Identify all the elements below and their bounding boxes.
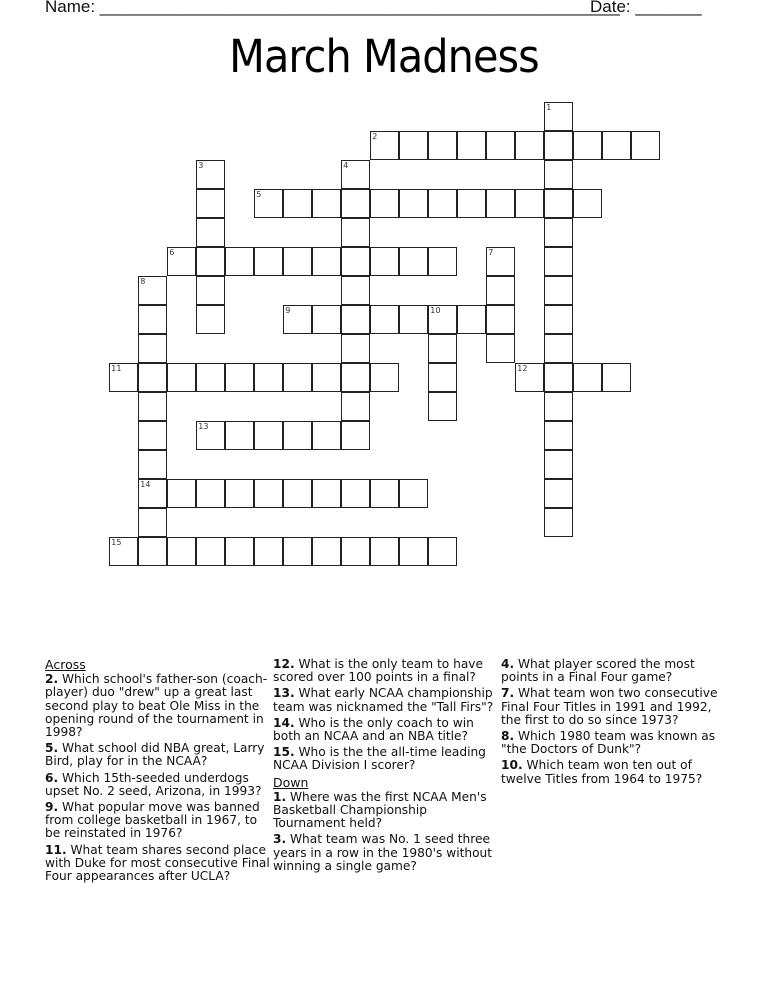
grid-cell[interactable] bbox=[341, 218, 370, 247]
grid-cell[interactable] bbox=[544, 247, 573, 276]
clue-number: 15. bbox=[273, 745, 295, 760]
grid-cell[interactable] bbox=[138, 479, 167, 508]
grid-cell[interactable] bbox=[370, 363, 399, 392]
grid-cell[interactable] bbox=[602, 363, 631, 392]
clue-text: What player scored the most points in a Final Four game? bbox=[501, 657, 695, 685]
clue-text: Which 1980 team was known as "the Doctors of Dunk"? bbox=[501, 729, 716, 757]
clue-across-12 bbox=[273, 658, 498, 684]
grid-cell[interactable] bbox=[399, 479, 428, 508]
clue-number-label: 7 bbox=[488, 248, 494, 258]
date-field-line[interactable]: Date: _______ bbox=[590, 0, 702, 16]
grid-cell[interactable] bbox=[341, 363, 370, 392]
grid-cell[interactable] bbox=[341, 392, 370, 421]
grid-cell[interactable] bbox=[341, 160, 370, 189]
clue-across-9 bbox=[45, 801, 270, 841]
clue-number-label: 2 bbox=[372, 132, 378, 142]
grid-cell[interactable] bbox=[544, 421, 573, 450]
grid-cell[interactable] bbox=[544, 450, 573, 479]
clue-number-label: 3 bbox=[198, 161, 204, 171]
clue-number-label: 10 bbox=[430, 306, 441, 316]
grid-cell[interactable] bbox=[573, 131, 602, 160]
clue-number: 11. bbox=[45, 842, 67, 857]
grid-cell[interactable] bbox=[544, 131, 573, 160]
grid-cell[interactable] bbox=[341, 247, 370, 276]
clue-number: 2. bbox=[45, 672, 59, 687]
grid-cell[interactable] bbox=[515, 131, 544, 160]
clue-across-11 bbox=[45, 844, 270, 884]
clue-number: 3. bbox=[273, 832, 287, 847]
grid-cell[interactable] bbox=[167, 479, 196, 508]
grid-cell[interactable] bbox=[399, 305, 428, 334]
grid-cell[interactable] bbox=[196, 218, 225, 247]
page-title: March Madness bbox=[229, 30, 539, 83]
grid-cell[interactable] bbox=[138, 508, 167, 537]
clue-number: 12. bbox=[273, 657, 295, 671]
grid-cell[interactable] bbox=[312, 247, 341, 276]
down-heading: Down bbox=[273, 774, 309, 790]
clues-column-2 bbox=[273, 658, 498, 876]
clue-text: What popular move was banned from college basketball in 1967, to be reinstated in 1976? bbox=[45, 800, 260, 841]
clue-number-label: 12 bbox=[517, 364, 528, 374]
clue-text: What is the only team to have scored over 100 points in a final? bbox=[273, 657, 484, 685]
clue-text: Which 15th-seeded underdogs upset No. 2 seed, Arizona, in 1993? bbox=[45, 770, 262, 798]
grid-cell[interactable] bbox=[544, 189, 573, 218]
clue-number-label: 5 bbox=[256, 190, 262, 200]
grid-cell[interactable] bbox=[312, 537, 341, 566]
clue-text: What team won two consecutive Final Four Titles in 1991 and 1992, the first to do so since 1973? bbox=[501, 686, 718, 727]
grid-cell[interactable] bbox=[196, 537, 225, 566]
clue-text: What team was No. 1 seed three years in a row in the 1980's without winning a single game? bbox=[273, 832, 493, 873]
grid-cell[interactable] bbox=[602, 131, 631, 160]
clue-number-label: 6 bbox=[169, 248, 175, 258]
clue-across-6 bbox=[45, 772, 270, 798]
grid-cell[interactable] bbox=[138, 392, 167, 421]
grid-cell[interactable] bbox=[196, 479, 225, 508]
clue-across-15 bbox=[273, 746, 498, 772]
grid-cell[interactable] bbox=[370, 247, 399, 276]
grid-cell[interactable] bbox=[428, 131, 457, 160]
grid-cell[interactable] bbox=[196, 276, 225, 305]
grid-cell[interactable] bbox=[457, 131, 486, 160]
grid-cell[interactable] bbox=[196, 305, 225, 334]
grid-cell[interactable] bbox=[486, 305, 515, 334]
grid-cell[interactable] bbox=[167, 247, 196, 276]
clues-column-3 bbox=[501, 658, 731, 789]
clue-down-3 bbox=[273, 833, 498, 873]
grid-cell[interactable] bbox=[370, 479, 399, 508]
grid-cell[interactable] bbox=[283, 305, 312, 334]
grid-cell[interactable] bbox=[167, 537, 196, 566]
grid-cell[interactable] bbox=[370, 305, 399, 334]
grid-cell[interactable] bbox=[196, 247, 225, 276]
clue-number: 7. bbox=[501, 686, 515, 701]
grid-cell[interactable] bbox=[312, 479, 341, 508]
grid-cell[interactable] bbox=[341, 189, 370, 218]
name-field-line[interactable]: Name: _______________________________________________________ bbox=[45, 0, 620, 16]
grid-cell[interactable] bbox=[428, 334, 457, 363]
grid-cell[interactable] bbox=[225, 247, 254, 276]
clue-number: 13. bbox=[273, 686, 295, 701]
clue-text: Who is the only coach to win both an NCAA and an NBA title? bbox=[273, 715, 474, 744]
grid-cell[interactable] bbox=[370, 189, 399, 218]
grid-cell[interactable] bbox=[254, 479, 283, 508]
grid-cell[interactable] bbox=[428, 189, 457, 218]
clue-across-14 bbox=[273, 717, 498, 743]
grid-cell[interactable] bbox=[544, 218, 573, 247]
grid-cell[interactable] bbox=[486, 334, 515, 363]
grid-cell[interactable] bbox=[544, 334, 573, 363]
clue-text: Which school's father-son (coach-player) duo "drew" up a great last second play to beat Ole Miss in the opening round of the tournament in 1998? bbox=[45, 672, 268, 740]
grid-cell[interactable] bbox=[312, 189, 341, 218]
grid-cell[interactable] bbox=[254, 421, 283, 450]
grid-cell[interactable] bbox=[544, 276, 573, 305]
grid-cell[interactable] bbox=[138, 305, 167, 334]
grid-cell[interactable] bbox=[486, 189, 515, 218]
grid-cell[interactable] bbox=[254, 189, 283, 218]
clue-across-13 bbox=[273, 687, 498, 713]
grid-cell[interactable] bbox=[428, 392, 457, 421]
grid-cell[interactable] bbox=[341, 305, 370, 334]
clue-across-2 bbox=[45, 673, 270, 739]
grid-cell[interactable] bbox=[486, 131, 515, 160]
clues-column-1 bbox=[45, 658, 270, 886]
grid-cell[interactable] bbox=[312, 421, 341, 450]
grid-cell[interactable] bbox=[225, 421, 254, 450]
clue-down-7 bbox=[501, 687, 731, 727]
grid-cell[interactable] bbox=[399, 537, 428, 566]
grid-cell[interactable] bbox=[167, 363, 196, 392]
clue-number: 10. bbox=[501, 758, 523, 773]
grid-cell[interactable] bbox=[254, 247, 283, 276]
grid-cell[interactable] bbox=[399, 131, 428, 160]
grid-cell[interactable] bbox=[341, 421, 370, 450]
grid-cell[interactable] bbox=[225, 363, 254, 392]
grid-cell[interactable] bbox=[254, 363, 283, 392]
grid-cell[interactable] bbox=[283, 537, 312, 566]
grid-cell[interactable] bbox=[457, 189, 486, 218]
clue-text: Who is the the all-time leading NCAA Division I scorer? bbox=[273, 745, 486, 773]
clue-number: 6. bbox=[45, 770, 59, 785]
grid-cell[interactable] bbox=[457, 305, 486, 334]
grid-cell[interactable] bbox=[544, 363, 573, 392]
grid-cell[interactable] bbox=[341, 537, 370, 566]
grid-cell[interactable] bbox=[283, 421, 312, 450]
clue-number: 14. bbox=[273, 715, 295, 730]
clue-number-label: 4 bbox=[343, 161, 349, 171]
grid-cell[interactable] bbox=[341, 334, 370, 363]
across-heading: Across bbox=[45, 657, 86, 672]
clue-down-1 bbox=[273, 791, 498, 831]
clue-down-4 bbox=[501, 658, 731, 684]
grid-cell[interactable] bbox=[341, 479, 370, 508]
clue-text: What school did NBA great, Larry Bird, play for in the NCAA? bbox=[45, 741, 265, 769]
grid-cell[interactable] bbox=[515, 363, 544, 392]
clue-text: What team shares second place with Duke for most consecutive Final Four appearances after UCLA? bbox=[45, 842, 270, 884]
grid-cell[interactable] bbox=[312, 305, 341, 334]
grid-cell[interactable] bbox=[544, 508, 573, 537]
clue-number: 8. bbox=[501, 729, 515, 744]
clue-number-label: 14 bbox=[140, 480, 151, 490]
grid-cell[interactable] bbox=[515, 189, 544, 218]
grid-cell[interactable] bbox=[486, 247, 515, 276]
grid-cell[interactable] bbox=[573, 363, 602, 392]
grid-cell[interactable] bbox=[370, 131, 399, 160]
grid-cell[interactable] bbox=[631, 131, 660, 160]
grid-cell[interactable] bbox=[312, 363, 341, 392]
grid-cell[interactable] bbox=[428, 305, 457, 334]
clue-number-label: 9 bbox=[285, 306, 291, 316]
grid-cell[interactable] bbox=[283, 479, 312, 508]
grid-cell[interactable] bbox=[486, 276, 515, 305]
clue-number-label: 13 bbox=[198, 422, 209, 432]
grid-cell[interactable] bbox=[399, 247, 428, 276]
grid-cell[interactable] bbox=[138, 334, 167, 363]
clue-text: Where was the first NCAA Men's Basketball Championship Tournament held? bbox=[273, 789, 487, 831]
grid-cell[interactable] bbox=[428, 537, 457, 566]
grid-cell[interactable] bbox=[138, 421, 167, 450]
clue-across-5 bbox=[45, 742, 270, 768]
grid-cell[interactable] bbox=[283, 363, 312, 392]
clue-number: 1. bbox=[273, 789, 287, 804]
grid-cell[interactable] bbox=[544, 479, 573, 508]
grid-cell[interactable] bbox=[225, 479, 254, 508]
clue-text: What early NCAA championship team was nicknamed the "Tall Firs"? bbox=[273, 686, 494, 714]
grid-cell[interactable] bbox=[283, 189, 312, 218]
grid-cell[interactable] bbox=[109, 363, 138, 392]
clue-number-label: 15 bbox=[111, 538, 122, 548]
clue-number-label: 11 bbox=[111, 364, 122, 374]
clue-number-label: 8 bbox=[140, 277, 146, 287]
grid-cell[interactable] bbox=[370, 537, 399, 566]
grid-cell[interactable] bbox=[544, 305, 573, 334]
grid-cell[interactable] bbox=[399, 189, 428, 218]
grid-cell[interactable] bbox=[544, 392, 573, 421]
grid-cell[interactable] bbox=[196, 421, 225, 450]
clue-text: Which team won ten out of twelve Titles from 1964 to 1975? bbox=[501, 758, 703, 786]
grid-cell[interactable] bbox=[196, 189, 225, 218]
grid-cell[interactable] bbox=[428, 363, 457, 392]
grid-cell[interactable] bbox=[138, 537, 167, 566]
grid-cell[interactable] bbox=[254, 537, 283, 566]
clue-number-label: 1 bbox=[546, 103, 552, 113]
clue-down-10 bbox=[501, 759, 731, 785]
clue-number: 5. bbox=[45, 741, 59, 756]
grid-cell[interactable] bbox=[196, 363, 225, 392]
grid-cell[interactable] bbox=[283, 247, 312, 276]
clue-number: 4. bbox=[501, 657, 515, 671]
clue-number: 9. bbox=[45, 800, 59, 815]
grid-cell[interactable] bbox=[138, 276, 167, 305]
clue-down-8 bbox=[501, 730, 731, 756]
grid-cell[interactable] bbox=[341, 276, 370, 305]
grid-cell[interactable] bbox=[428, 247, 457, 276]
grid-cell[interactable] bbox=[544, 160, 573, 189]
grid-cell[interactable] bbox=[109, 537, 138, 566]
grid-cell[interactable] bbox=[196, 160, 225, 189]
grid-cell[interactable] bbox=[138, 450, 167, 479]
grid-cell[interactable] bbox=[573, 189, 602, 218]
grid-cell[interactable] bbox=[138, 363, 167, 392]
grid-cell[interactable] bbox=[544, 102, 573, 131]
grid-cell[interactable] bbox=[225, 537, 254, 566]
